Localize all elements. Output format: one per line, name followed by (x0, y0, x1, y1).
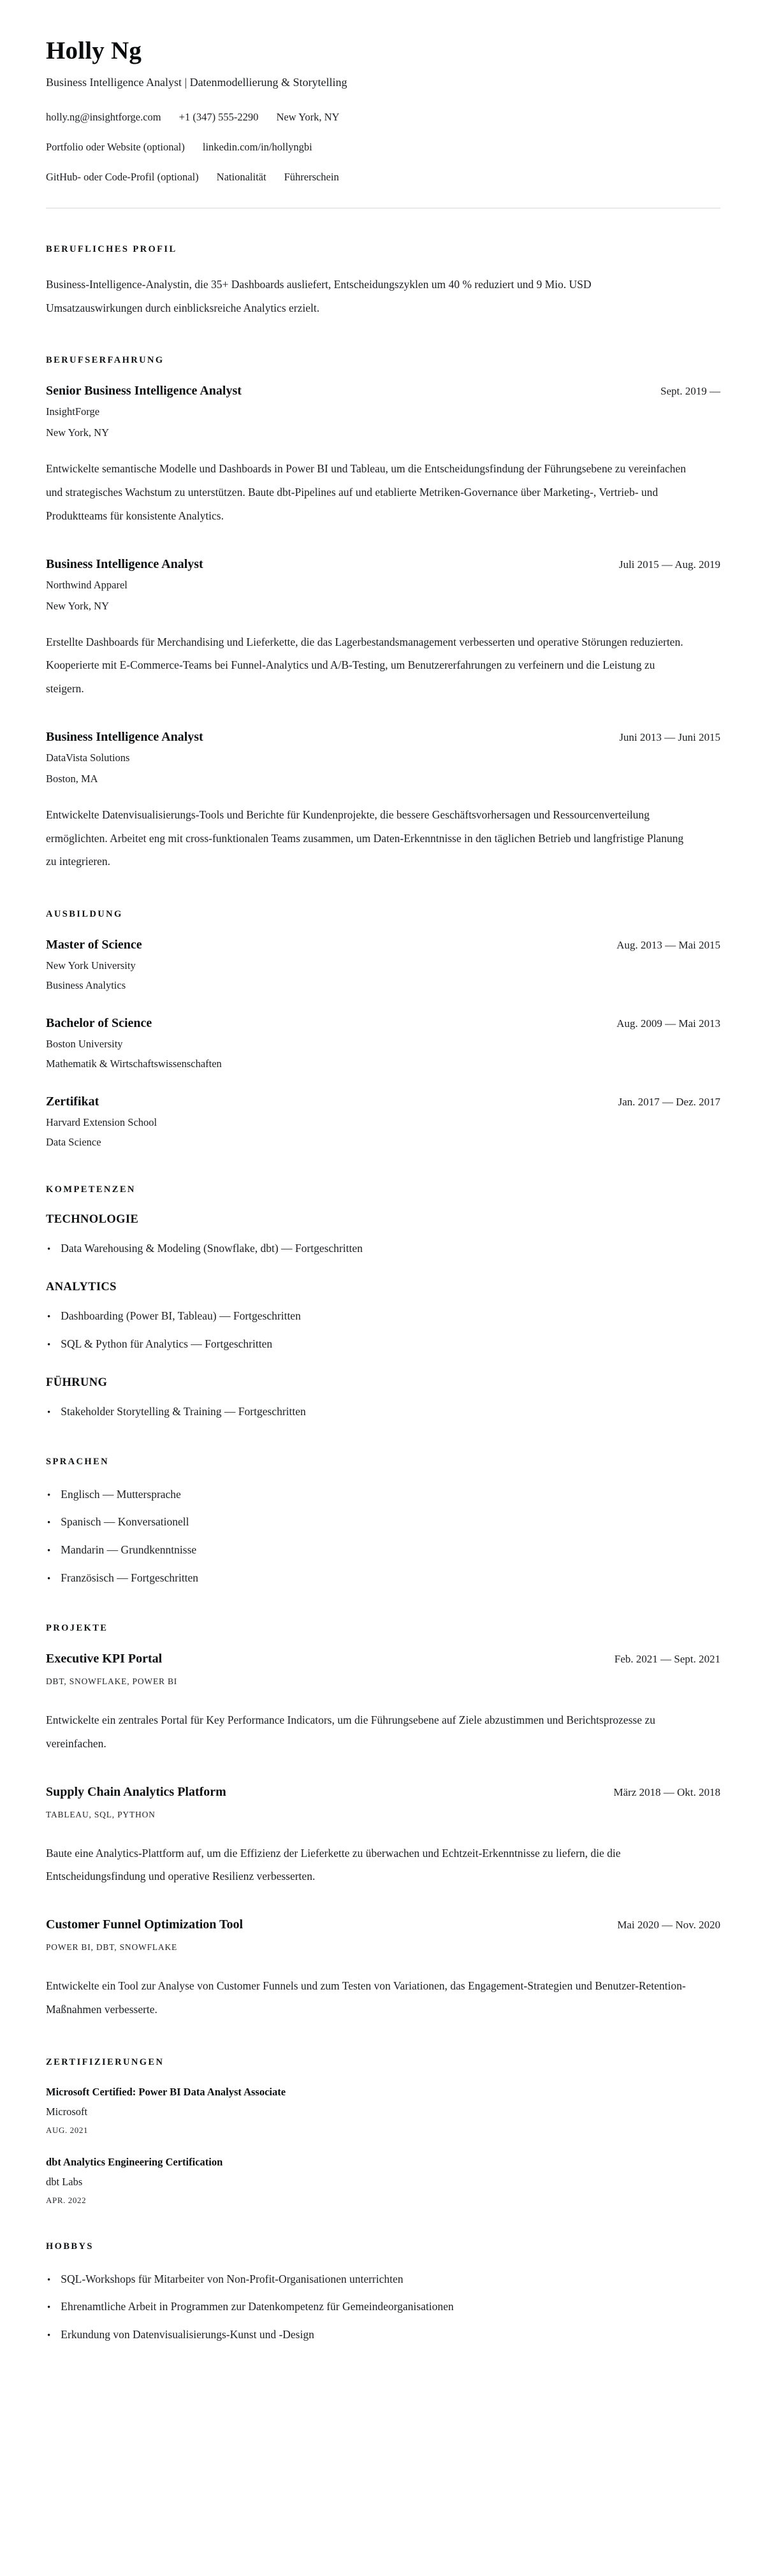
entry-header (46, 938, 720, 952)
project-description: Entwickelte ein Tool zur Analyse von Customer Funnels und zum Testen von Variationen, das Engagement-Strategien und Benutzer-Retention-Maßnahmen verbesserte. (46, 1979, 686, 2016)
certification-issuer: Microsoft (46, 2105, 88, 2118)
section-education (46, 909, 720, 1149)
skill-text: SQL & Python für Analytics — Fortgeschritten (61, 1337, 273, 1350)
contact-phone: +1 (347) 555-2290 (178, 110, 259, 123)
bullet-icon: • (47, 2274, 51, 2285)
list-item (47, 1569, 720, 1587)
skill-text: Dashboarding (Power BI, Tableau) — Fortgeschritten (61, 1309, 301, 1322)
certification-date: AUG. 2021 (46, 2125, 89, 2135)
section-experience (46, 355, 720, 873)
project-description: Entwickelte ein zentrales Portal für Key Performance Indicators, um die Führungsebene auf Ziele abzustimmen und Berichtsprozesse zu vereinfachen. (46, 1714, 655, 1750)
job-company: InsightForge (46, 405, 100, 418)
job-description: Erstellte Dashboards für Merchandising und Lieferkette, die das Lagerbestandsmanagement verbesserten und operative Störungen reduzierten. Kooperierte mit E-Commerce-Teams bei Funnel-Analytics und A/B-Testing, um Benutzererfahrungen zu verfeinern und die Leistung zu steigern. (46, 635, 683, 695)
education-entry (46, 1095, 720, 1149)
profile-heading: BERUFLICHES PROFIL (46, 244, 177, 254)
project-dates: Mai 2020 — Nov. 2020 (617, 1919, 720, 1932)
education-entry (46, 938, 720, 992)
project-tags: TABLEAU, SQL, PYTHON (46, 1809, 156, 1819)
education-heading: AUSBILDUNG (46, 909, 123, 920)
job-title: Business Intelligence Analyst (46, 729, 203, 744)
contact-location: New York, NY (276, 110, 340, 123)
job-title: Senior Business Intelligence Analyst (46, 384, 242, 398)
section-profile (46, 244, 720, 320)
projects-heading: PROJEKTE (46, 1623, 108, 1634)
project-entry (46, 1652, 720, 1756)
project-description: Baute eine Analytics-Plattform auf, um die Effizienz der Lieferkette zu überwachen und Echtzeit-Erkenntnisse zu liefern, die die Entscheidungsfindung und operative Resilienz verbesserten. (46, 1846, 621, 1883)
list-item (47, 1541, 720, 1559)
entry-header (46, 1785, 720, 1800)
entry-header (46, 1917, 720, 1932)
entry-header (46, 557, 720, 572)
certification-name: Microsoft Certified: Power BI Data Analyst Associate (46, 2085, 286, 2098)
degree-title: Master of Science (46, 938, 142, 952)
section-projects (46, 1623, 720, 2021)
contact-row-3 (46, 171, 720, 184)
contact-linkedin: linkedin.com/in/hollyngbi (202, 140, 312, 153)
entry-header (46, 384, 720, 398)
hobby-text: Ehrenamtliche Arbeit in Programmen zur Datenkompetenz für Gemeindeorganisationen (61, 2300, 454, 2313)
project-title: Customer Funnel Optimization Tool (46, 1917, 244, 1932)
section-hobbies (46, 2241, 720, 2345)
skill-group-heading: FÜHRUNG (46, 1376, 108, 1389)
hobby-list (46, 2270, 720, 2345)
bullet-icon: • (47, 2303, 51, 2313)
profile-text: Business-Intelligence-Analystin, die 35+ Dashboards ausliefert, Entscheidungszyklen um 40 % reduziert und 9 Mio. USD Umsatzauswirkungen durch einblicksreiche Analytics erzielt. (46, 277, 592, 314)
skill-group-heading: TECHNOLOGIE (46, 1213, 139, 1226)
list-item (47, 1335, 720, 1353)
resume-header (46, 37, 720, 208)
section-languages (46, 1457, 720, 1588)
language-list (46, 1485, 720, 1588)
list-item (47, 2297, 720, 2316)
list-item (47, 1513, 720, 1531)
language-text: Mandarin — Grundkenntnisse (61, 1543, 197, 1557)
bullet-icon: • (47, 1490, 51, 1501)
bullet-icon: • (47, 1518, 51, 1529)
languages-heading: SPRACHEN (46, 1456, 109, 1467)
project-entry (46, 1917, 720, 2021)
bullet-icon: • (47, 1311, 51, 1322)
job-company: Northwind Apparel (46, 578, 127, 591)
list-item (47, 2270, 720, 2289)
project-tags: DBT, SNOWFLAKE, POWER BI (46, 1677, 178, 1687)
hobby-text: Erkundung von Datenvisualisierungs-Kunst und -Design (61, 2328, 314, 2341)
project-title: Executive KPI Portal (46, 1652, 163, 1666)
project-dates: Feb. 2021 — Sept. 2021 (614, 1653, 720, 1666)
contact-nationality-placeholder: Nationalität (216, 170, 266, 183)
list-item (47, 1307, 720, 1325)
candidate-tagline: Business Intelligence Analyst | Datenmodellierung & Storytelling (46, 75, 347, 89)
job-dates: Sept. 2019 — (660, 385, 720, 398)
job-dates: Juli 2015 — Aug. 2019 (618, 558, 720, 571)
project-dates: März 2018 — Okt. 2018 (613, 1786, 720, 1798)
bullet-icon: • (47, 1407, 51, 1418)
experience-heading: BERUFSERFAHRUNG (46, 355, 164, 366)
experience-entry (46, 557, 720, 701)
list-item (47, 2325, 720, 2344)
section-skills (46, 1184, 720, 1421)
hobby-text: SQL-Workshops für Mitarbeiter von Non-Profit-Organisationen unterrichten (61, 2272, 404, 2285)
language-text: Spanisch — Konversationell (61, 1515, 189, 1529)
entry-header (46, 1016, 720, 1031)
project-tags: POWER BI, DBT, SNOWFLAKE (46, 1942, 178, 1953)
project-title: Supply Chain Analytics Platform (46, 1784, 226, 1799)
skill-list (46, 1239, 720, 1258)
certifications-heading: ZERTIFIZIERUNGEN (46, 2056, 164, 2067)
bullet-icon: • (47, 1574, 51, 1585)
contact-website-placeholder: Portfolio oder Website (optional) (46, 140, 185, 153)
degree-dates: Aug. 2009 — Mai 2013 (616, 1017, 720, 1030)
job-location: New York, NY (46, 426, 110, 439)
contact-license-placeholder: Führerschein (284, 170, 339, 183)
skill-list (46, 1307, 720, 1353)
bullet-icon: • (47, 1339, 51, 1350)
experience-entry (46, 730, 720, 873)
job-location: Boston, MA (46, 772, 98, 785)
degree-dates: Jan. 2017 — Dez. 2017 (618, 1096, 720, 1109)
skill-list (46, 1402, 720, 1421)
certification-issuer: dbt Labs (46, 2175, 83, 2188)
job-description: Entwickelte semantische Modelle und Dashboards in Power BI und Tableau, um die Entscheidungsfindung der Führungsebene zu vereinfachen und strategisches Wachstum zu unterstützen. Baute dbt-Pipelines auf und etablierte Metriken-Governance über Marketing-, Vertrieb- und Produktteams für konsistente Analytics. (46, 462, 686, 522)
degree-dates: Aug. 2013 — Mai 2015 (616, 939, 720, 952)
degree-title: Bachelor of Science (46, 1016, 152, 1031)
skills-heading: KOMPETENZEN (46, 1184, 136, 1195)
contact-email: holly.ng@insightforge.com (46, 110, 161, 123)
field-of-study: Business Analytics (46, 979, 126, 992)
certification-name: dbt Analytics Engineering Certification (46, 2155, 223, 2168)
entry-header (46, 1095, 720, 1109)
list-item (47, 1485, 720, 1504)
entry-header (46, 730, 720, 745)
section-certifications (46, 2057, 720, 2206)
skill-text: Stakeholder Storytelling & Training — Fortgeschritten (61, 1404, 306, 1418)
school-name: Harvard Extension School (46, 1116, 157, 1129)
bullet-icon: • (47, 1244, 51, 1255)
list-item (47, 1239, 720, 1258)
bullet-icon: • (47, 1546, 51, 1557)
contact-github-placeholder: GitHub- oder Code-Profil (optional) (46, 170, 199, 183)
field-of-study: Data Science (46, 1136, 101, 1149)
entry-header (46, 1652, 720, 1666)
language-text: Englisch — Muttersprache (61, 1487, 181, 1501)
skill-text: Data Warehousing & Modeling (Snowflake, dbt) — Fortgeschritten (61, 1242, 363, 1255)
certification-entry (46, 2086, 720, 2136)
field-of-study: Mathematik & Wirtschaftswissenschaften (46, 1058, 222, 1070)
education-entry (46, 1016, 720, 1070)
contact-row-2 (46, 141, 720, 154)
project-entry (46, 1785, 720, 1889)
school-name: New York University (46, 959, 136, 972)
job-title: Business Intelligence Analyst (46, 557, 203, 571)
list-item (47, 1402, 720, 1421)
degree-title: Zertifikat (46, 1095, 99, 1109)
school-name: Boston University (46, 1038, 123, 1051)
contact-row-1 (46, 111, 720, 124)
certification-date: APR. 2022 (46, 2195, 87, 2205)
skill-group-heading: ANALYTICS (46, 1280, 117, 1293)
language-text: Französisch — Fortgeschritten (61, 1571, 199, 1585)
bullet-icon: • (47, 2331, 51, 2341)
job-dates: Juni 2013 — Juni 2015 (619, 731, 720, 743)
job-description: Entwickelte Datenvisualisierungs-Tools und Berichte für Kundenprojekte, die bessere Geschäftsvorhersagen und Ressourcenverteilung ermöglichten. Arbeitet eng mit cross-funktionalen Teams zusammen, um Daten-Erkenntnisse in den täglichen Betrieb und langfristige Planung zu integrieren. (46, 808, 684, 868)
candidate-name: Holly Ng (46, 37, 142, 64)
job-location: New York, NY (46, 599, 110, 612)
experience-entry (46, 384, 720, 527)
job-company: DataVista Solutions (46, 751, 130, 764)
hobbies-heading: HOBBYS (46, 2241, 94, 2252)
certification-entry (46, 2156, 720, 2206)
